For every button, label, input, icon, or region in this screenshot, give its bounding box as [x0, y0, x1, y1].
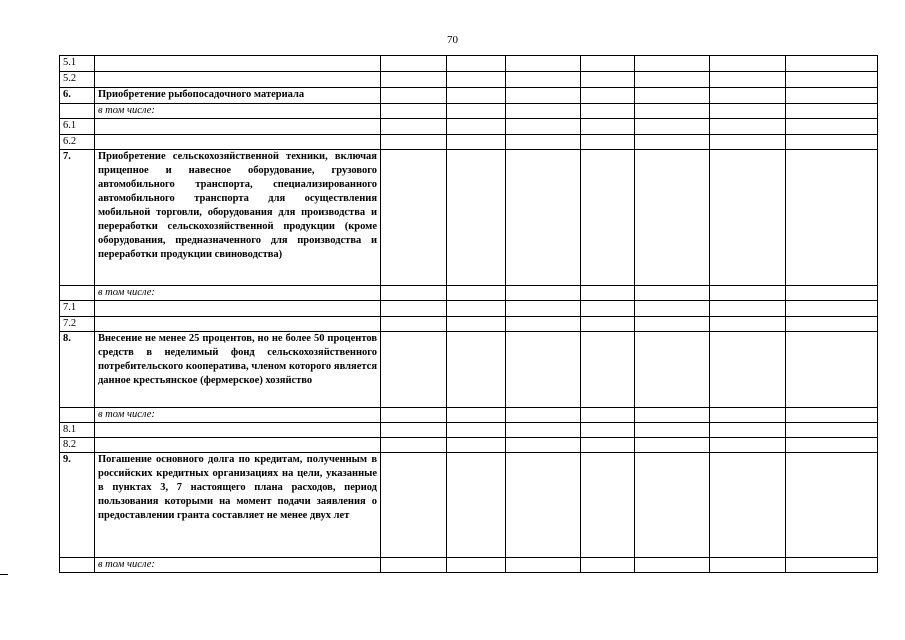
row-description: Погашение основного долга по кредитам, полученным в российских кредитных организациях на цели, указанные в пунктах 3, 7 настоящего плана расходов, период пользования которыми на момент подачи заявления о предоставлении гранта составляет не менее двух лет — [95, 453, 381, 558]
row-description — [95, 301, 381, 317]
row-number: 6.1 — [60, 119, 95, 135]
including-label: в том числе: — [95, 408, 381, 423]
row-number: 8.1 — [60, 423, 95, 438]
row-description — [95, 72, 381, 88]
row-description — [95, 317, 381, 332]
including-label: в том числе: — [95, 104, 381, 119]
row-number: 8.2 — [60, 438, 95, 453]
row-number: 6. — [60, 88, 95, 104]
table-row — [60, 332, 878, 408]
row-number — [60, 558, 95, 573]
row-number: 7. — [60, 150, 95, 286]
table-row — [60, 286, 878, 301]
table-row — [60, 438, 878, 453]
row-number: 5.1 — [60, 56, 95, 72]
table-row — [60, 558, 878, 573]
row-number: 5.2 — [60, 72, 95, 88]
row-description — [95, 135, 381, 150]
row-number — [60, 408, 95, 423]
table-row — [60, 104, 878, 119]
row-description: Приобретение рыбопосадочного материала — [95, 88, 381, 104]
table-row — [60, 301, 878, 317]
table-row — [60, 88, 878, 104]
row-description — [95, 438, 381, 453]
row-number: 7.1 — [60, 301, 95, 317]
row-description: Приобретение сельскохозяйственной техники, включая прицепное и навесное оборудование, грузового автомобильного транспорта, специализированного автомобильного транспорта для осуществления мобильной торговли, оборудования для производства и переработки сельскохозяйственной продукции (кроме оборудования, предназначенного для производства и переработки продукции свиноводства) — [95, 150, 381, 286]
row-number: 7.2 — [60, 317, 95, 332]
row-number — [60, 286, 95, 301]
row-number: 8. — [60, 332, 95, 408]
table-row — [60, 317, 878, 332]
table-row — [60, 56, 878, 72]
row-number: 6.2 — [60, 135, 95, 150]
table-row — [60, 423, 878, 438]
row-number: 9. — [60, 453, 95, 558]
table-row — [60, 135, 878, 150]
table-row — [60, 72, 878, 88]
table-row — [60, 408, 878, 423]
row-description — [95, 56, 381, 72]
table-row — [60, 150, 878, 286]
page-number: 70 — [447, 34, 458, 46]
row-number — [60, 104, 95, 119]
row-description — [95, 423, 381, 438]
expense-plan-table — [59, 55, 878, 573]
margin-mark — [0, 574, 8, 575]
row-description — [95, 119, 381, 135]
including-label: в том числе: — [95, 558, 381, 573]
including-label: в том числе: — [95, 286, 381, 301]
table-row — [60, 453, 878, 558]
row-description: Внесение не менее 25 процентов, но не более 50 процентов средств в неделимый фонд сельскохозяйственного потребительского кооператива, членом которого является данное крестьянское (фермерское) хозяйство — [95, 332, 381, 408]
table-row — [60, 119, 878, 135]
